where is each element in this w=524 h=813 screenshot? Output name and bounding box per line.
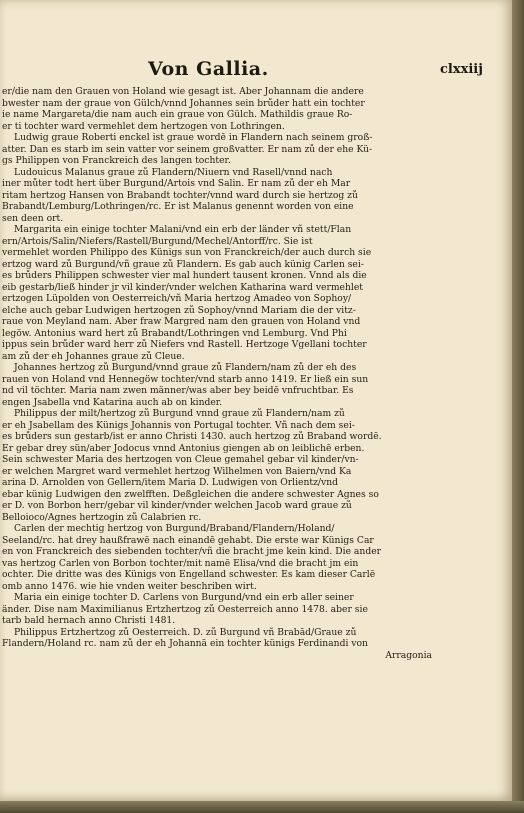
text-line: raue von Meyland nam. Aber fraw Margred nam den grauen von Holand vnd xyxy=(2,316,361,327)
text-line: er welchen Margret ward vermehlet hertzog Wilhelmen von Baiern/vnd Ka xyxy=(2,465,352,477)
text-line: gs Philippen von Franckreich des langen tochter. xyxy=(2,155,231,166)
page-number: clxxiij xyxy=(440,62,483,77)
text-line: Carlen der mechtig hertzog von Burgund/Braband/Flandern/Holand/ xyxy=(14,523,335,534)
text-line: ertzog ward zů Burgund/vñ graue zů Flandern. Es gab auch künig Carlen sei- xyxy=(2,258,364,270)
text-line: es brůders sun gestarb/ist er anno Christi 1430. auch hertzog zů Braband wordē. xyxy=(2,431,382,442)
text-line: ertzogen Lüpolden von Oesterreich/vñ Maria hertzog Amadeo von Sophoy/ xyxy=(2,293,352,304)
catchword: Arragonia xyxy=(385,649,432,661)
text-line: arina D. Arnolden von Gellern/item Maria D. Ludwigen von Orlientz/vnd xyxy=(2,477,339,488)
text-line: ritam hertzog Hansen von Brabandt tochter/vnnd ward durch sie hertzog zů xyxy=(2,189,358,201)
text-line: tarb bald hernach anno Christi 1481. xyxy=(2,615,176,626)
text-line: ie name Margareta/die nam auch ein graue von Gülch. Mathildis graue Ro- xyxy=(2,109,353,120)
text-line: vas hertzog Carlen von Borbon tochter/mit namē Elisa/vnd die bracht jm ein xyxy=(2,557,359,569)
text-line: ebar künig Ludwigen den zwelfften. Deßgleichen die andere schwester Agnes so xyxy=(2,488,379,500)
text-line: Er gebar drey sün/aber Jodocus vnnd Antonius giengen ab on leiblichē erben. xyxy=(2,442,365,454)
text-line: er D. von Borbon herr/gebar vil kinder/vnder welchen Jacob ward graue zů xyxy=(2,500,352,511)
text-line: ochter. Die dritte was des Künigs von Engelland schwester. Es kam dieser Carlē xyxy=(2,569,376,580)
text-line: Ludouicus Malanus graue zů Flandern/Niuern vnd Rasell/vnnd nach xyxy=(14,166,333,178)
page-header xyxy=(0,58,512,84)
text-line: nd vil töchter. Maria nam zwen männer/was aber bey beidē vnfruchtbar. Es xyxy=(2,385,354,396)
text-line: Philippus Ertzhertzog zů Oesterreich. D. zů Burgund vñ Brabād/Graue zů xyxy=(14,626,357,638)
text-line: Belloioco/Agnes hertzogin zů Calabrien rc. xyxy=(2,511,202,523)
text-line: bwester nam der graue von Gülch/vnnd Johannes sein brůder hatt ein tochter xyxy=(2,97,365,109)
text-line: legöw. Antonius ward hert zů Brabandt/Lothringen vnd Lemburg. Vnd Phi xyxy=(2,327,347,339)
text-line: rauen von Holand vnd Hennegöw tochter/vnd starb anno 1419. Er ließ ein sun xyxy=(2,373,369,385)
text-line: er eh Jsabellam des Künigs Johannis von Portugal tochter. Vñ nach dem sei- xyxy=(2,419,355,431)
text-line: eib gestarb/ließ hinder jr vil kinder/vnder welchen Katharina ward vermehlet xyxy=(2,281,363,293)
text-line: Brabandt/Lemburg/Lothringen/rc. Er ist Malanus genennt worden von eine xyxy=(2,201,354,212)
text-line: vermehlet worden Philippo des Künigs sun von Franckreich/der auch durch sie xyxy=(2,247,372,258)
text-line: en von Franckreich des siebenden tochter/vñ die bracht jme kein kind. Die ander xyxy=(2,546,382,557)
text-line: iner můter todt hert über Burgund/Artois vnd Salin. Er nam zů der eh Mar xyxy=(2,178,351,189)
book-edge-bottom xyxy=(0,801,524,813)
running-title: Von Gallia. xyxy=(148,58,269,80)
text-line: Ludwig graue Roberti enckel ist graue wordē in Flandern nach seinem groß- xyxy=(14,132,373,143)
text-line: Seeland/rc. hat drey haußfrawē nach einandē gehabt. Die erste war Künigs Car xyxy=(2,534,374,546)
text-line: Sein schwester Maria des hertzogen von Cleue gemahel gebar vil kinder/vn- xyxy=(2,454,359,465)
text-line: Johannes hertzog zů Burgund/vnnd graue zů Flandern/nam zů der eh des xyxy=(14,362,357,373)
text-line: ern/Artois/Salin/Niefers/Rastell/Burgund/Mechel/Antorff/rc. Sie ist xyxy=(2,235,313,247)
book-edge-right xyxy=(512,0,524,813)
text-line: Maria ein einige tochter D. Carlens von Burgund/vnd ein erb aller seiner xyxy=(14,592,354,603)
text-line: omb anno 1476. wie hie vnden weiter beschriben wirt. xyxy=(2,580,257,592)
text-line: am zů der eh Johannes graue zů Cleue. xyxy=(2,350,185,362)
text-line: er ti tochter ward vermehlet dem hertzogen von Lothringen. xyxy=(2,120,285,132)
text-line: Philippus der milt/hertzog zů Burgund vnnd graue zů Flandern/nam zů xyxy=(14,408,345,419)
text-line: elche auch gebar Ludwigen hertzogen zů Sophoy/vnnd Mariam die der vitz- xyxy=(2,304,356,316)
text-line: ippus sein brůder ward herr zů Niefers vnd Rastell. Hertzoge Vgellani tochter xyxy=(2,339,367,350)
text-line: engen Jsabella vnd Katarina auch ab on kinder. xyxy=(2,396,223,408)
text-line: änder. Dise nam Maximilianus Ertzhertzog zů Oesterreich anno 1478. aber sie xyxy=(2,603,368,615)
text-line: es brůders Philippen schwester vier mal hundert tausent kronen. Vnnd als die xyxy=(2,270,367,281)
text-line: Flandern/Holand rc. nam zů der eh Johannā ein tochter künigs Ferdinandi von xyxy=(2,638,368,649)
text-line: atter. Dan es starb im sein vatter vor seinem großvatter. Er nam zů der ehe Kü- xyxy=(2,143,373,155)
body-text xyxy=(0,86,512,661)
text-line: Margarita ein einige tochter Malani/vnd ein erb der länder vñ stett/Flan xyxy=(14,224,352,235)
text-line: sen deen ort. xyxy=(2,212,64,224)
text-line: er/die nam den Grauen von Holand wie gesagt ist. Aber Johannam die andere xyxy=(2,86,364,97)
